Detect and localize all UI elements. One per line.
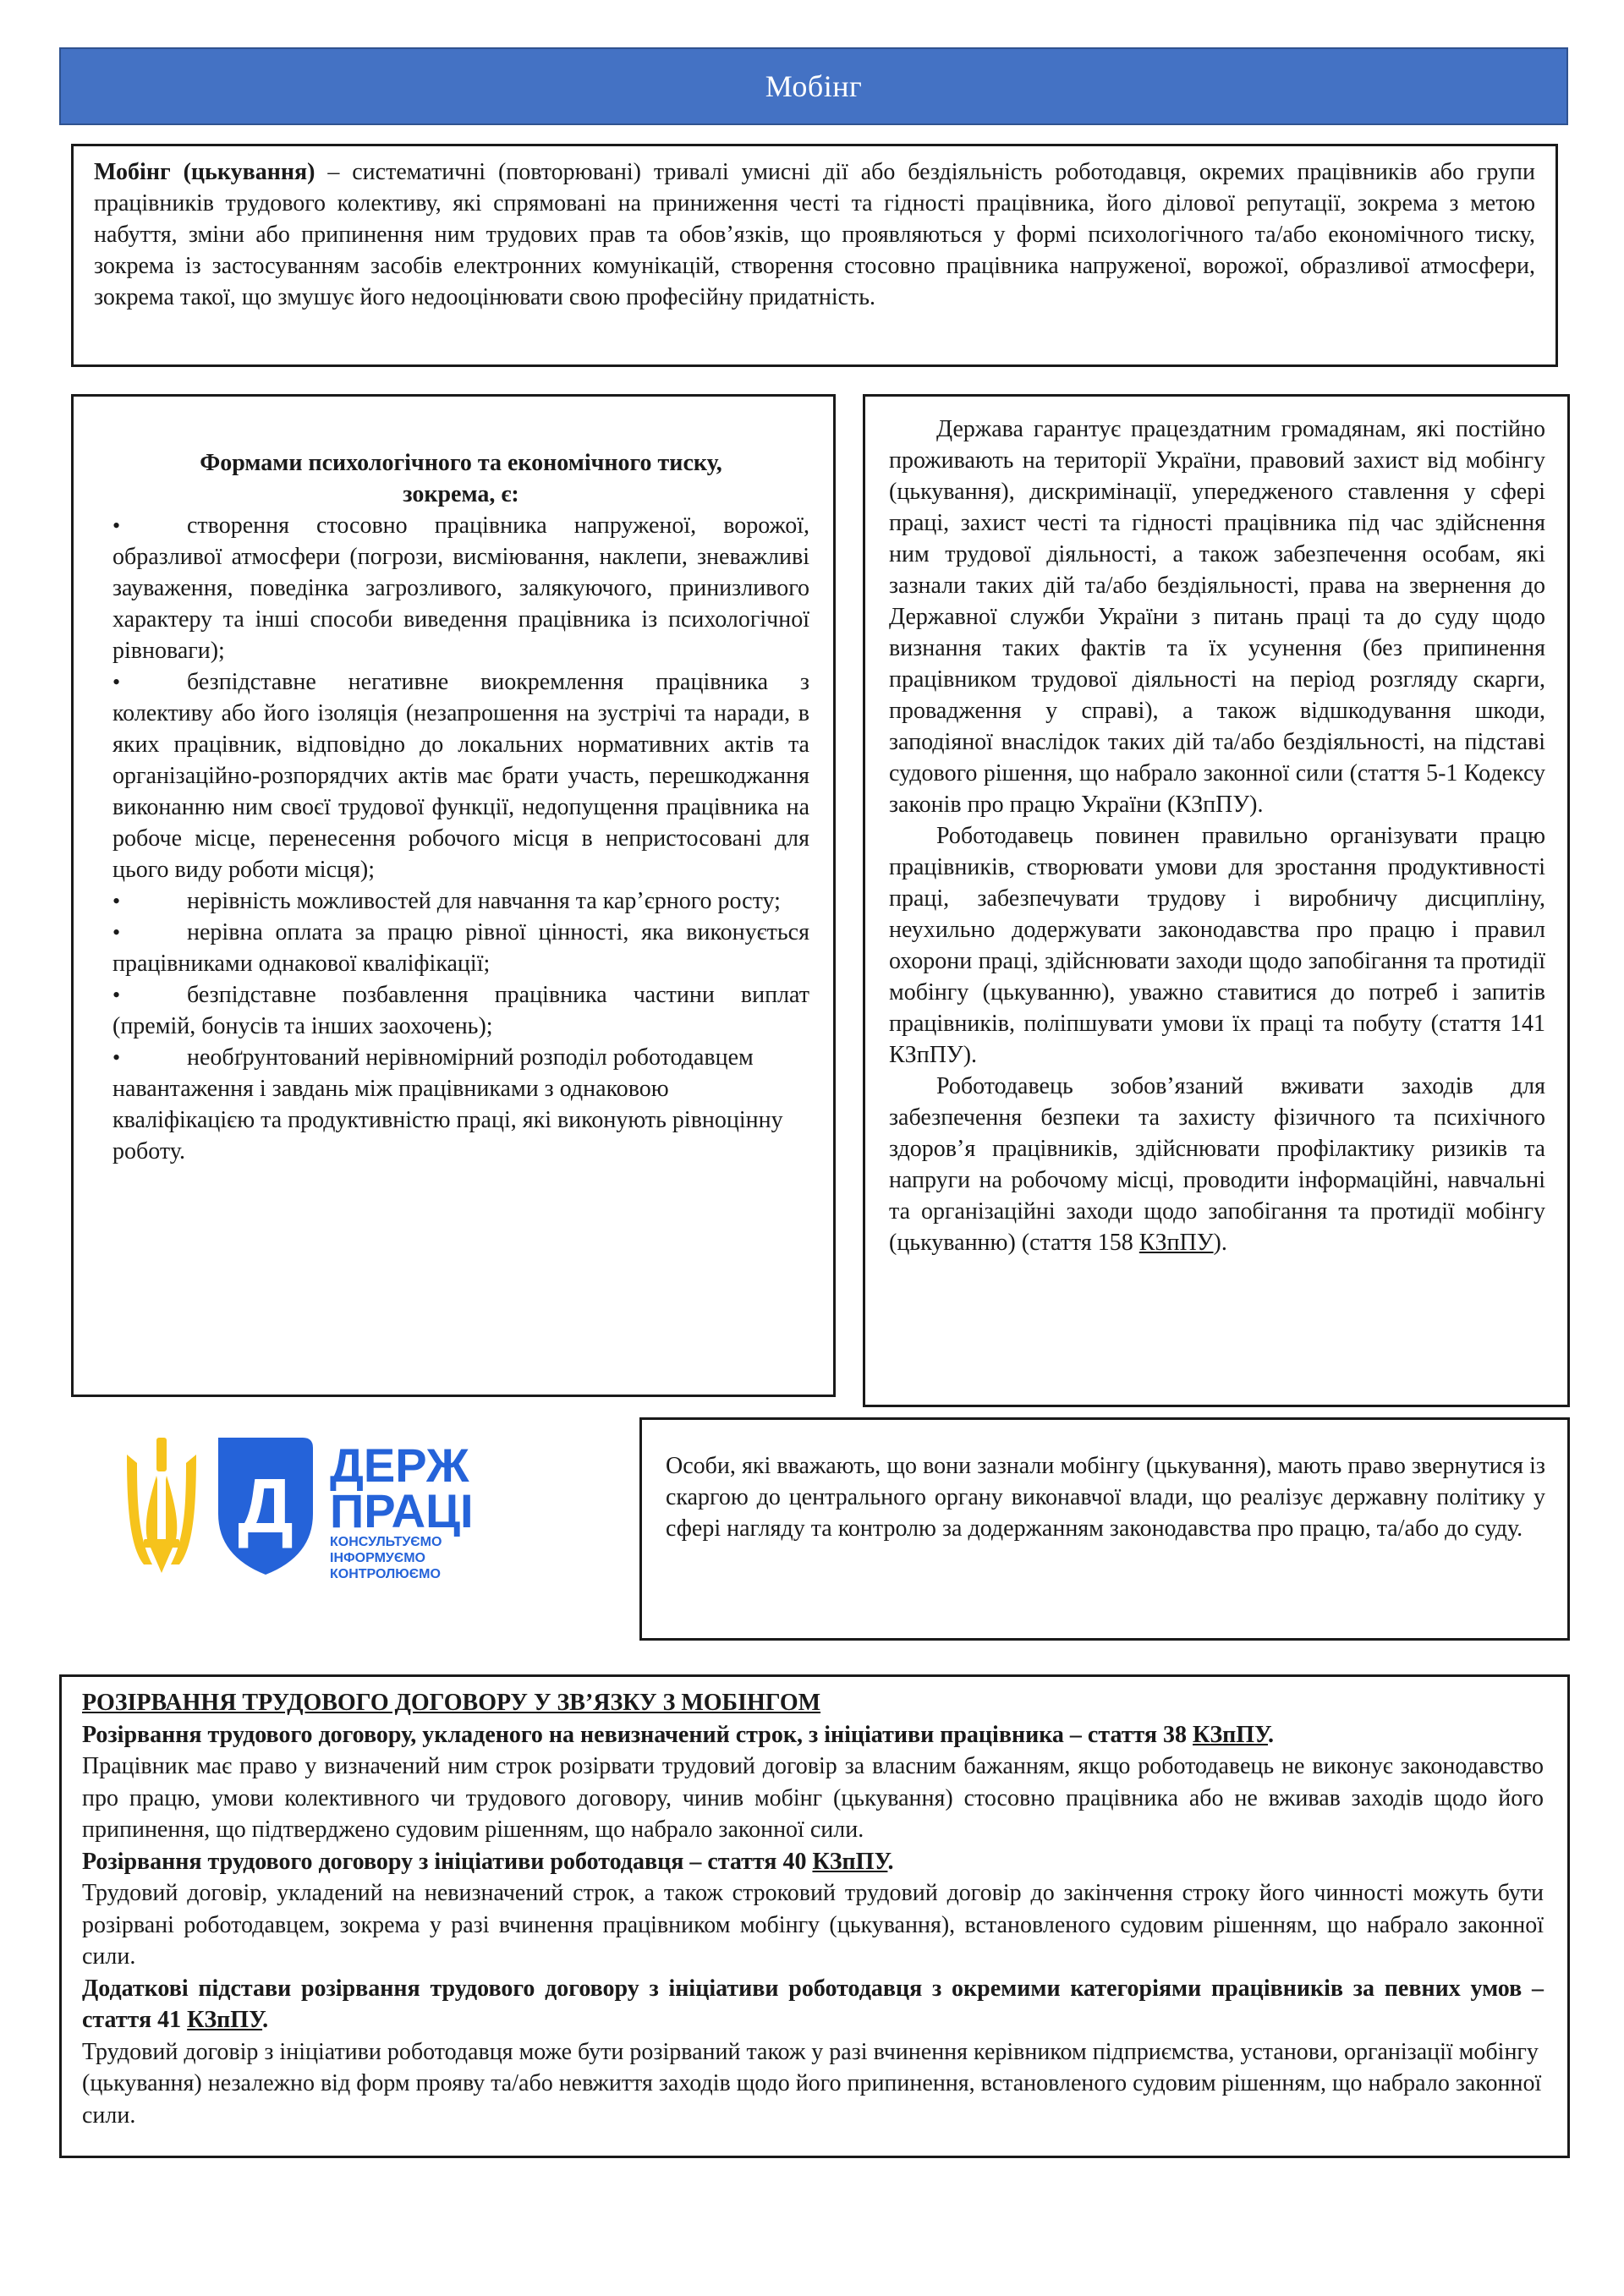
list-item: [112, 510, 809, 666]
logo-line1: ДЕРЖ: [330, 1438, 469, 1492]
termination-heading: РОЗІРВАННЯ ТРУДОВОГО ДОГОВОРУ У ЗВ’ЯЗКУ З МОБІНГОМ: [82, 1690, 821, 1716]
s3-title-end: .: [262, 2007, 269, 2033]
list-item: [112, 885, 809, 917]
definition-text: – систематичні (повторювані) тривалі умисні дії або бездіяльність роботодавця, окремих працівників або групи працівників трудового колективу, які спрямовані на приниження честі та гідності працівника, його ділової репутації, зокрема з метою набуття, зміни або припинення ним трудових прав та обов’язків, що проявляються у формі психологічного та/або економічного тиску, зокрема із застосуванням засобів електронних комунікацій, створення стосовно працівника напруженої, ворожої, образливої атмосфери, зокрема такої, що змушує його недооцінювати свою професійну придатність.: [94, 159, 1535, 310]
bullet-icon: •: [112, 670, 121, 694]
termination-s2-title: [82, 1846, 1544, 1878]
termination-s3-text: Трудовий договір з ініціативи роботодавця може бути розірваний також у разі вчинення керівником підприємства, установи, організації мобінгу (цькування) незалежно від форм прояву та/або невжиття заходів щодо його припинення, встановленого судовим рішенням, що набрало законної сили.: [82, 2038, 1542, 2129]
state-paragraph-3: [889, 1071, 1545, 1258]
termination-box: [59, 1674, 1570, 2158]
s2-title-text: Розірвання трудового договору з ініціативи роботодавця – стаття 40: [82, 1848, 813, 1875]
page-title: Мобінг: [765, 69, 863, 103]
title-bar: [59, 47, 1568, 125]
state-paragraph-1: Держава гарантує працездатним громадянам, які постійно проживають на території України, правовий захист від мобінгу (цькування), дискримінації, упередженого ставлення у сфері праці, захист честі та гідності працівника під час здійснення ним трудової діяльності, а також забезпечення особам, які зазнали таких дій та/або бездіяльності, права на звернення до Державної служби України з питань праці та до суду щодо визнання таких фактів та їх усунення (без припинення працівником трудової діяльності на період розгляду скарги, провадження у справі), а також відшкодування шкоди, заподіяної внаслідок таких дій та/або бездіяльності, на підставі судового рішення, що набрало законної сили (стаття 5-1 Кодексу законів про працю України (КЗпПУ).: [889, 416, 1545, 818]
logo-tag3: КОНТРОЛЮЄМО: [330, 1567, 441, 1581]
definition-box: [71, 144, 1558, 367]
kzppu-link-38[interactable]: КЗпПУ: [1193, 1721, 1269, 1748]
list-item: [112, 666, 809, 885]
bullet-icon: •: [112, 1045, 121, 1070]
termination-s1-title: [82, 1719, 1544, 1751]
termination-s2-text: Трудовий договір, укладений на невизначений строк, а також строковий трудовий договір до закінчення строку його чинності можуть бути розірвані роботодавцем, зокрема у разі вчинення працівником мобінгу (цькування), встановленого судовим рішенням, що набрало законної сили.: [82, 1880, 1544, 1970]
list-item-text: створення стосовно працівника напруженої, ворожої, образливої атмосфери (погрози, висміювання, наклепи, зневажливі зауваження, поведінка загрозливого, залякуючого, принизливого характеру та інші способи виведення працівника із психологічної рівноваги);: [112, 512, 809, 664]
bullet-icon: •: [112, 889, 121, 913]
list-item-text: нерівність можливостей для навчання та кар’єрного росту;: [187, 888, 781, 914]
state-guarantees-box: [863, 394, 1570, 1407]
bullet-icon: •: [112, 920, 121, 945]
pressure-heading-line1: Формами психологічного та економічного тиску,: [200, 450, 722, 476]
logo-line2: ПРАЦІ: [330, 1484, 474, 1537]
s3-title-text: Додаткові підстави розірвання трудового договору з ініціативи роботодавця з окремими категоріями працівників за певних умов – стаття 41: [82, 1975, 1544, 2033]
definition-paragraph: [94, 156, 1535, 313]
logo-letter: Д: [238, 1463, 294, 1549]
s2-title-end: .: [887, 1848, 894, 1875]
state-paragraph-3-text: Роботодавець зобов’язаний вживати заходів для забезпечення безпеки та захисту фізичного та психічного здоров’я працівників, здійснювати профілактику ризиків та напруги на робочому місці, проводити інформаційні, навчальні та організаційні заходи щодо запобігання та протидії мобінгу (цькуванню) (стаття 158: [889, 1073, 1545, 1256]
termination-s1-text: Працівник має право у визначений ним строк розірвати трудовий договір за власним бажанням, якщо роботодавець не виконує законодавство про працю, умови колективного чи трудового договору, чинив мобінг (цькування) стосовно працівника або не вживав заходів щодо його припинення, що підтверджено судовим рішенням, що набрало законної сили.: [82, 1753, 1544, 1843]
pressure-list: [112, 510, 809, 1167]
list-item: [112, 917, 809, 979]
list-item-text: безпідставне позбавлення працівника частини виплат (премій, бонусів та інших заохочень);: [112, 982, 809, 1039]
bullet-icon: •: [112, 983, 121, 1007]
pressure-forms-box: [71, 394, 836, 1397]
termination-s3-title: [82, 1973, 1544, 2036]
list-item: [112, 1042, 809, 1167]
state-paragraph-2: Роботодавець повинен правильно організувати працю працівників, створювати умови для зростання продуктивності праці, забезпечувати трудову і виробничу дисципліну, неухильно додержувати законодавства про працю і правил охорони праці, здійснювати заходи щодо запобігання та протидії мобінгу (цькуванню), уважно ставитися до потреб і запитів працівників, поліпшувати умови їх праці та побуту (стаття 141 КЗпПУ).: [889, 823, 1545, 1068]
pressure-heading-line2: зокрема, є:: [403, 481, 519, 507]
logo-graphic: [118, 1429, 558, 1581]
shield-icon: [218, 1438, 313, 1575]
s1-title-end: .: [1268, 1721, 1275, 1748]
state-paragraph-3-end: ).: [1213, 1230, 1227, 1256]
complaint-box: [639, 1417, 1570, 1641]
pressure-heading: [112, 447, 809, 510]
logo-tag2: ІНФОРМУЄМО: [330, 1551, 425, 1565]
derzhpratsi-logo: [118, 1429, 558, 1581]
list-item-text: безпідставне негативне виокремлення працівника з колективу або його ізоляція (незапрошення на зустрічі та наради, в яких працівник, відповідно до локальних нормативних актів та організаційно-розпорядчих актів має брати участь, перешкоджання виконанню ним своєї трудової функції, недопущення працівника на робоче місце, перенесення робочого місця в непристосовані для цього виду роботи місця);: [112, 669, 809, 883]
bullet-icon: •: [112, 513, 121, 538]
kzppu-link-40[interactable]: КЗпПУ: [812, 1848, 888, 1875]
kzppu-link[interactable]: КЗпПУ: [1138, 1230, 1214, 1256]
logo-tag1: КОНСУЛЬТУЄМО: [330, 1535, 442, 1549]
list-item: [112, 979, 809, 1042]
definition-term: Мобінг (цькування): [94, 159, 315, 185]
kzppu-link-41[interactable]: КЗпПУ: [187, 2007, 263, 2033]
list-item-text: нерівна оплата за працю рівної цінності, яка виконується працівниками однакової кваліфікації;: [112, 919, 809, 977]
complaint-text: Особи, які вважають, що вони зазнали мобінгу (цькування), мають право звернутися із скаргою до центрального органу виконавчої влади, що реалізує державну політику у сфері нагляду та контролю за додержанням законодавства про працю, та/або до суду.: [666, 1453, 1545, 1542]
list-item-text: необґрунтований нерівномірний розподіл роботодавцем навантаження і завдань між працівниками з однаковою кваліфікацією та продуктивністю праці, які виконують рівноцінну роботу.: [112, 1044, 783, 1164]
s1-title-text: Розірвання трудового договору, укладеного на невизначений строк, з ініціативи працівника – стаття 38: [82, 1721, 1193, 1748]
trident-icon: [127, 1438, 196, 1573]
